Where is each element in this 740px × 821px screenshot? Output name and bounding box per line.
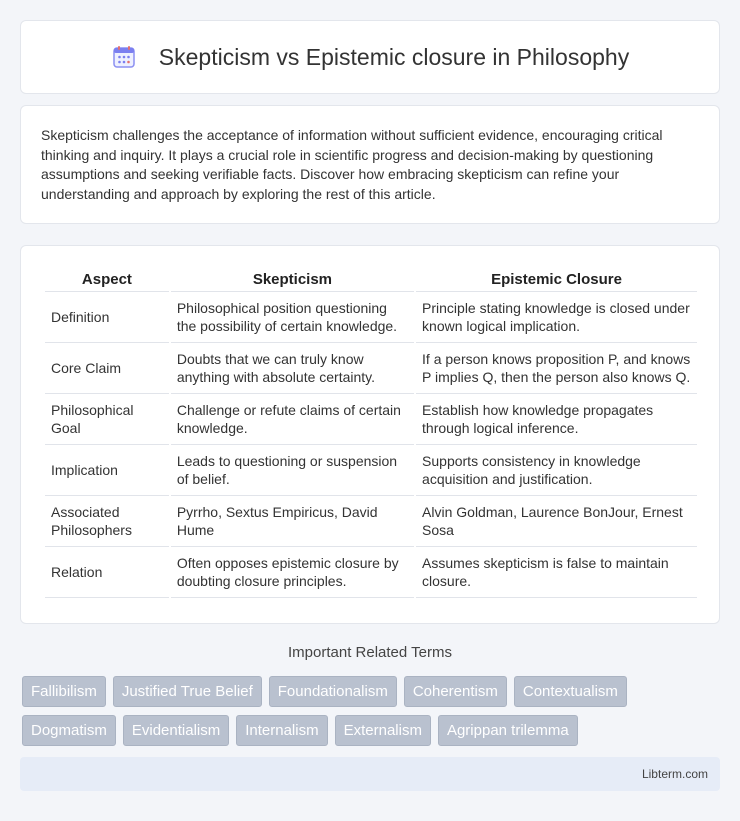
- cell-skepticism: Leads to questioning or suspension of belief.: [171, 444, 414, 495]
- cell-epistemic-closure: Alvin Goldman, Laurence BonJour, Ernest Sosa: [416, 495, 697, 546]
- table-row: [45, 393, 697, 444]
- cell-aspect: Associated Philosophers: [45, 495, 169, 546]
- footer: [20, 757, 720, 791]
- related-terms-tags: [22, 676, 722, 746]
- intro-text: Skepticism challenges the acceptance of information without sufficient evidence, encouraging critical thinking and inquiry. It plays a crucial role in scientific progress and decision-making by questioning assumptions and seeking verifiable facts. Discover how embracing skepticism can refine your understanding and approach by exploring the rest of this article.: [41, 127, 663, 202]
- table-row: [45, 342, 697, 393]
- table-row: [45, 546, 697, 598]
- table-row: [45, 291, 697, 342]
- intro-card: [20, 105, 720, 224]
- header-card: [20, 20, 720, 94]
- cell-skepticism: Doubts that we can truly know anything with absolute certainty.: [171, 342, 414, 393]
- column-header-epistemic-closure: Epistemic Closure: [491, 271, 622, 288]
- tag-internalism[interactable]: Internalism: [236, 715, 327, 746]
- calendar-icon: [111, 44, 137, 70]
- cell-skepticism: Pyrrho, Sextus Empiricus, David Hume: [171, 495, 414, 546]
- tag-evidentialism[interactable]: Evidentialism: [123, 715, 229, 746]
- tag-fallibilism[interactable]: Fallibilism: [22, 676, 106, 707]
- cell-aspect: Philosophical Goal: [45, 393, 169, 444]
- tag-coherentism[interactable]: Coherentism: [404, 676, 507, 707]
- cell-skepticism: Philosophical position questioning the possibility of certain knowledge.: [171, 291, 414, 342]
- footer-site-link[interactable]: Libterm.com: [641, 767, 708, 781]
- page-title: Skepticism vs Epistemic closure in Philosophy: [158, 43, 630, 70]
- cell-epistemic-closure: If a person knows proposition P, and knows P implies Q, then the person also knows Q.: [416, 342, 697, 393]
- tag-foundationalism[interactable]: Foundationalism: [269, 676, 397, 707]
- cell-epistemic-closure: Principle stating knowledge is closed under known logical implication.: [416, 291, 697, 342]
- cell-epistemic-closure: Establish how knowledge propagates through logical inference.: [416, 393, 697, 444]
- tag-externalism[interactable]: Externalism: [335, 715, 431, 746]
- comparison-table: [43, 268, 699, 598]
- cell-aspect: Implication: [45, 444, 169, 495]
- tag-contextualism[interactable]: Contextualism: [514, 676, 627, 707]
- cell-aspect: Definition: [45, 291, 169, 342]
- tag-justified-true-belief[interactable]: Justified True Belief: [113, 676, 262, 707]
- tag-agrippan-trilemma[interactable]: Agrippan trilemma: [438, 715, 578, 746]
- related-terms-title: Important Related Terms: [288, 644, 452, 661]
- cell-epistemic-closure: Supports consistency in knowledge acquisition and justification.: [416, 444, 697, 495]
- table-row: [45, 495, 697, 546]
- cell-epistemic-closure: Assumes skepticism is false to maintain closure.: [416, 546, 697, 598]
- cell-aspect: Core Claim: [45, 342, 169, 393]
- column-header-aspect: Aspect: [81, 271, 132, 288]
- tag-dogmatism[interactable]: Dogmatism: [22, 715, 116, 746]
- table-row: [45, 444, 697, 495]
- cell-skepticism: Often opposes epistemic closure by doubting closure principles.: [171, 546, 414, 598]
- cell-skepticism: Challenge or refute claims of certain knowledge.: [171, 393, 414, 444]
- table-header-row: [45, 268, 697, 291]
- comparison-table-card: [20, 245, 720, 624]
- column-header-skepticism: Skepticism: [252, 271, 333, 288]
- cell-aspect: Relation: [45, 546, 169, 598]
